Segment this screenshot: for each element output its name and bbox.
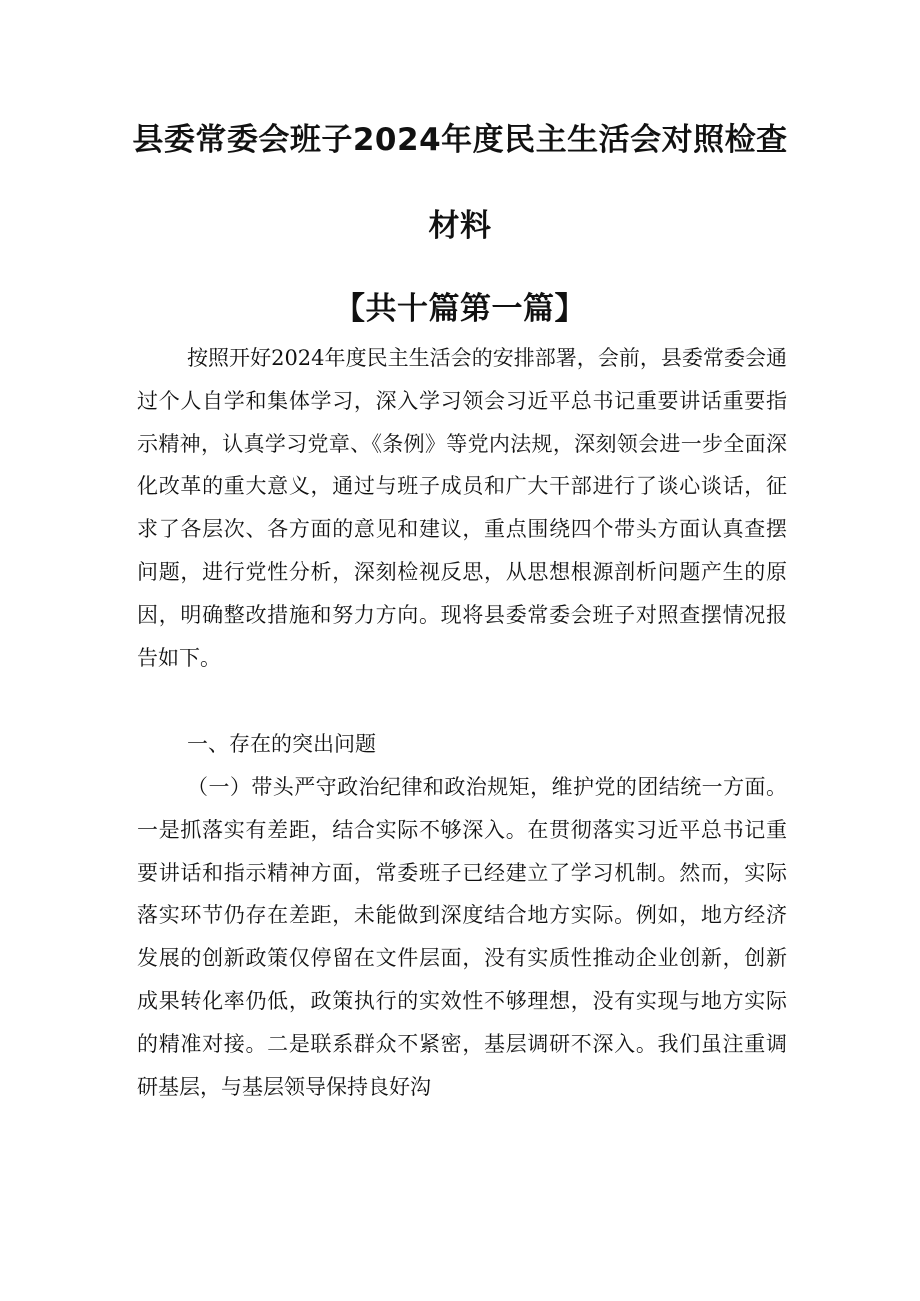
section-heading: 一、存在的突出问题 xyxy=(187,732,376,756)
intro-paragraph: 按照开好2024年度民主生活会的安排部署，会前，县委常委会通过个人自学和集体学习，深入学习领会习近平总书记重要讲话重要指示精神，认真学习党章、《条例》等党内法规，深刻领会进一步全面深化改革的重大意义，通过与班子成员和广大干部进行了谈心谈话，征求了各层次、各方面的意见和建议，重点围绕四个带头方面认真查摆问题，进行党性分析，深刻检视反思，从思想根源剖析问题产生的原因，明确整改措施和努力方向。现将县委常委会班子对照查摆情况报告如下。 xyxy=(137,346,787,670)
section-one-paragraph: （一）带头严守政治纪律和政治规矩，维护党的团结统一方面。一是抓落实有差距，结合实际不够深入。在贯彻落实习近平总书记重要讲话和指示精神方面，常委班子已经建立了学习机制。然而，实际落实环节仍存在差距，未能做到深度结合地方实际。例如，地方经济发展的创新政策仅停留在文件层面，没有实质性推动企业创新，创新成果转化率仍低，政策执行的实效性不够理想，没有实现与地方实际的精准对接。二是联系群众不紧密，基层调研不深入。我们虽注重调研基层，与基层领导保持良好沟 xyxy=(137,775,787,1099)
document-subtitle: 【共十篇第一篇】 xyxy=(334,291,586,327)
document-title-line-1: 县委常委会班子2024年度民主生活会对照检查 xyxy=(132,122,788,158)
document-title-line-2: 材料 xyxy=(428,208,492,244)
